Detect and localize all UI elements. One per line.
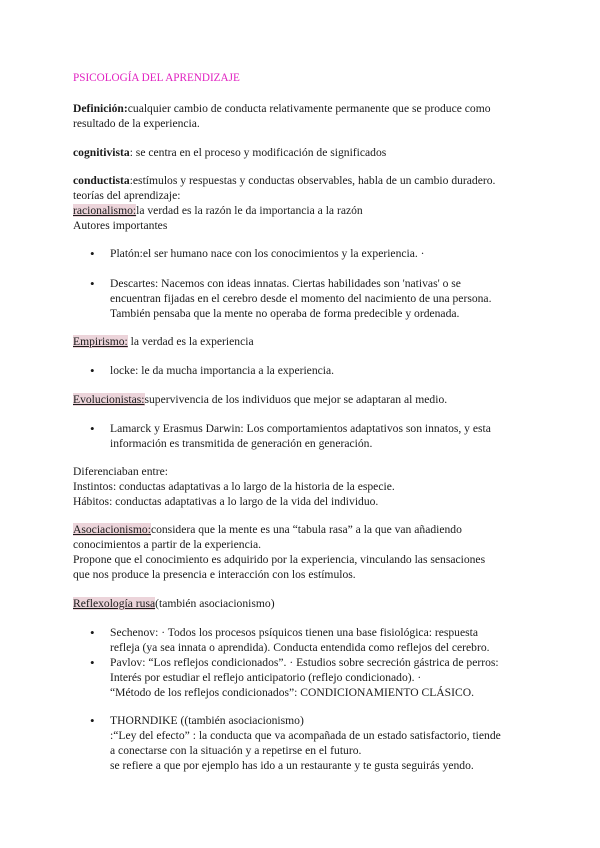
bullet-text: a conectarse con la situación y a repetirse en el futuro. (110, 744, 362, 757)
bullet-pavlov: • (90, 655, 95, 670)
asociacionismo-line-4: que nos produce la presencia e interacción con los estímulos. (73, 568, 356, 581)
bullet-locke: • (90, 363, 95, 378)
conductista-line (73, 173, 495, 188)
racionalismo-line (73, 203, 363, 218)
definition-text: cualquier cambio de conducta relativamente permanente que se produce como (127, 102, 491, 115)
conductista-term: conductista (73, 174, 130, 187)
evolucionistas-line (73, 392, 447, 407)
cognitivista-text: : se centra en el proceso y modificación de significados (129, 146, 387, 159)
empirismo-text: la verdad es la experiencia (127, 335, 254, 348)
bullet-text: Interés por estudiar el reflejo anticipatorio (reflejo condicionado). · (110, 671, 422, 684)
definition-line-2: resultado de la experiencia. (73, 117, 200, 130)
bullet-text: Platón:el ser humano nace con los conocimientos y la experiencia. · (110, 247, 425, 260)
reflexologia-term: Reflexología rusa (73, 597, 156, 610)
diferenciaban-line: Diferenciaban entre: (73, 465, 168, 478)
bullet-text: Sechenov: · Todos los procesos psíquicos tienen una base fisiológica: respuesta (110, 626, 478, 639)
reflexologia-text: (también asociacionismo) (155, 597, 275, 610)
cognitivista-term: cognitivista (73, 146, 130, 159)
empirismo-term: Empirismo: (73, 335, 128, 348)
teorias-line: teorías del aprendizaje: (73, 189, 181, 202)
habitos-line: Hábitos: conductas adaptativas a lo largo de la vida del individuo. (73, 495, 379, 508)
asociacionismo-line (73, 522, 462, 537)
definition-line-1 (73, 101, 491, 116)
asociacionismo-term: Asociacionismo: (73, 523, 151, 536)
bullet-text: También pensaba que la mente no operaba de forma predecible y ordenada. (110, 307, 460, 320)
racionalismo-text: la verdad es la razón le da importancia a la razón (136, 204, 363, 217)
bullet-sechenov: • (90, 625, 95, 640)
bullet-text: :“Ley del efecto” : la conducta que va acompañada de un estado satisfactorio, tiende (110, 729, 501, 742)
bullet-text: información es transmitida de generación en generación. (110, 437, 373, 450)
bullet-text: “Método de los reflejos condicionados”: CONDICIONAMIENTO CLÁSICO. (110, 686, 474, 699)
bullet-text: Descartes: Nacemos con ideas innatas. Ciertas habilidades son 'nativas' o se (110, 277, 461, 290)
empirismo-line (73, 334, 254, 349)
asociacionismo-line-3: Propone que el conocimiento es adquirido por la experiencia, vinculando las sensaciones (73, 553, 486, 566)
instintos-line: Instintos: conductas adaptativas a lo largo de la historia de la especie. (73, 480, 395, 493)
bullet-thorndike: • (90, 713, 95, 728)
autores-line: Autores importantes (73, 219, 168, 232)
bullet-text: locke: le da mucha importancia a la experiencia. (110, 364, 335, 377)
bullet-text: encuentran fijadas en el cerebro desde el momento del nacimiento de una persona. (110, 292, 492, 305)
reflexologia-line (73, 596, 275, 611)
bullet-descartes: • (90, 276, 95, 291)
cognitivista-line (73, 145, 386, 160)
bullet-text: refleja (ya sea innata o aprendida). Conducta entendida como reflejos del cerebro. (110, 641, 490, 654)
bullet-platon: • (90, 246, 95, 261)
definition-term: Definición: (73, 102, 128, 115)
evolucionistas-text: supervivencia de los individuos que mejor se adaptaran al medio. (144, 393, 448, 406)
bullet-text: Pavlov: “Los reflejos condicionados”. · Estudios sobre secreción gástrica de perros: (110, 656, 499, 669)
bullet-lamarck: • (90, 421, 95, 436)
evolucionistas-term: Evolucionistas: (73, 393, 145, 406)
conductista-text: :estímulos y respuestas y conductas observables, habla de un cambio duradero. (129, 174, 496, 187)
bullet-text: THORNDIKE ((también asociacionismo) (110, 714, 304, 727)
asociacionismo-line-2: conocimientos a partir de la experiencia. (73, 538, 261, 551)
asociacionismo-text: considera que la mente es una “tabula rasa” a la que van añadiendo (150, 523, 462, 536)
bullet-text: Lamarck y Erasmus Darwin: Los comportamientos adaptativos son innatos, y esta (110, 422, 491, 435)
bullet-text: se refiere a que por ejemplo has ido a un restaurante y te gusta seguirás yendo. (110, 759, 474, 772)
racionalismo-term: racionalismo: (73, 204, 137, 217)
document-title: PSICOLOGÍA DEL APRENDIZAJE (73, 72, 240, 84)
